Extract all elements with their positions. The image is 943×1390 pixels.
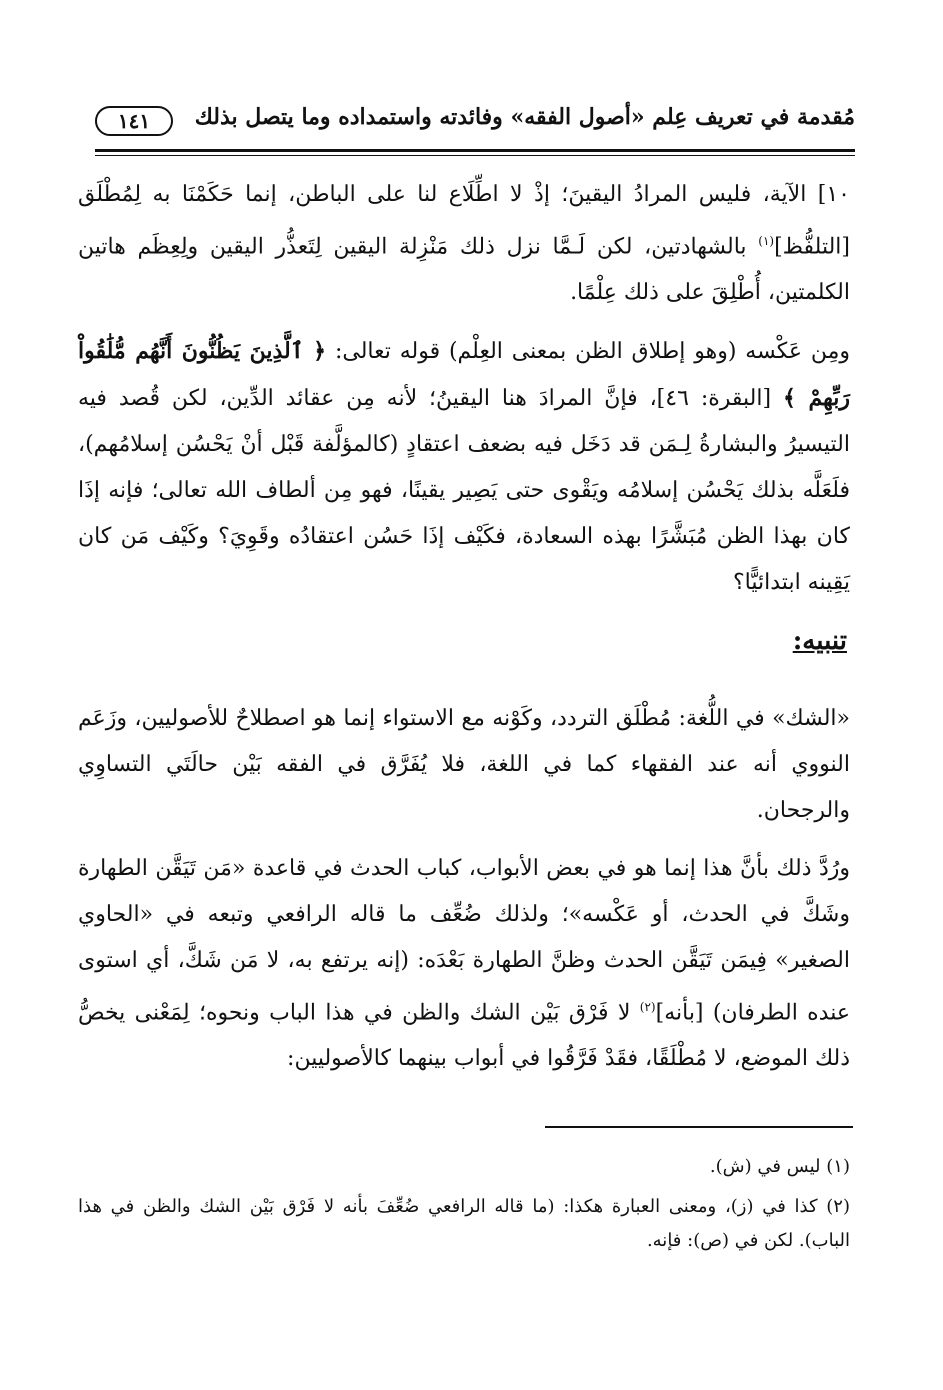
footnotes — [78, 1150, 850, 1264]
paragraph-1-text: الآية، فليس المرادُ اليقينَ؛ إذْ لا اطِّلَاع لنا على الباطن، إنما حَكَمْنَا به لِمُطْلَق [التلفُّظ] — [78, 182, 850, 260]
header-rule-thick — [95, 149, 855, 152]
quran-verse: ﴿ ٱلَّذِينَ يَظُنُّونَ أَنَّهُم مُّلَٰقُواْ رَبِّهِمْ ﴾ — [78, 338, 850, 412]
paragraph-3 — [78, 696, 850, 834]
page-number: ١٤١ — [95, 106, 173, 136]
paragraph-2 — [78, 328, 850, 606]
paragraph-1 — [78, 172, 850, 316]
paragraph-4-text: ورُدَّ ذلك بأنَّ هذا إنما هو في بعض الأبواب، كباب الحدث في قاعدة «مَن تَيَقَّن الطهارة وشَكَّ في الحدث، أو عَكْسه»؛ ولذلك ضُعِّف ما قاله الرافعي وتبعه في «الحاوي الصغير» فِيمَن تَيَقَّن الحدث وظنَّ الطهارة بَعْدَه: (إنه يرتفع به، لا مَن شَكَّ، أي استوى عنده الطرفان) [بأنه] — [78, 856, 850, 1026]
footnote-ref-1: (١) — [758, 234, 775, 248]
footnote-separator — [545, 1126, 853, 1128]
paragraph-2-text: ومِن عَكْسه (وهو إطلاق الظن بمعنى العِلْم) قوله تعالى: — [326, 339, 851, 365]
page-header — [95, 100, 855, 150]
main-text-block-1 — [78, 172, 850, 618]
paragraph-1-text-cont: بالشهادتين، لكن لَـمَّا نزل ذلك مَنْزِلة اليقين لِتَعذُّر اليقين ولِعِظَم هاتين الكلمتين، أُطْلِقَ على ذلك عِلْمًا. — [78, 234, 850, 306]
line-number-marker: ١٠] — [817, 182, 850, 207]
footnote-2: (٢) كذا في (ز)، ومعنى العبارة هكذا: (ما قاله الرافعي ضُعِّفَ بأنه لا فَرْق بَيْن الشك والظن في هذا الباب). لكن في (ص): فإنه. — [78, 1196, 850, 1251]
paragraph-4-text-cont: لا فَرْق بَيْن الشك والظن في هذا الباب ونحوه؛ لِمَعْنى يخصُّ ذلك الموضع، لا مُطْلَقًا، فقَدْ فَرَّقُوا في أبواب بينهما كالأصوليين: — [78, 1000, 850, 1072]
paragraph-2-text-cont: [البقرة: ٤٦]، فإنَّ المرادَ هنا اليقينُ؛ لأنه مِن عقائد الدِّين، لكن قُصد فيه التيسيرُ والبشارةُ لِـمَن قد دَخَل فيه بضعف اعتقادٍ (كالمؤلَّفة قَبْل أنْ يَحْسُن إسلامُهم)، فلَعَلَّه بذلك يَحْسُن إسلامُه ويَقْوى حتى يَصِير يقينًا، فهو مِن ألطاف الله تعالى؛ فإنه إذَا كان بهذا الظن مُبَشَّرًا بهذه السعادة، فكَيْف إذَا حَسُن اعتقادُه وقَوِيَ؟ وكَيْف مَن كان يَقِينه ابتدائيًّا؟ — [78, 386, 850, 596]
section-heading: تنبيه: — [792, 626, 847, 656]
footnote-ref-2: (٢) — [639, 1000, 656, 1014]
paragraph-4 — [78, 846, 850, 1082]
paragraph-3-text: «الشك» في اللُّغة: مُطْلَق التردد، وكَوْنه مع الاستواء إنما هو اصطلاحٌ للأصوليين، وزَعَم النووي أنه عند الفقهاء كما في اللغة، فلا يُفَرَّق في الفقه بَيْن حالَتَي التساوِي والرجحان. — [78, 706, 850, 823]
header-rule-thin — [95, 155, 855, 156]
main-text-block-2 — [78, 696, 850, 1094]
running-title: مُقدمة في تعريف عِلم «أصول الفقه» وفائدته واستمداده وما يتصل بذلك — [194, 104, 855, 130]
footnote-1: (١) ليس في (ش). — [709, 1156, 850, 1177]
